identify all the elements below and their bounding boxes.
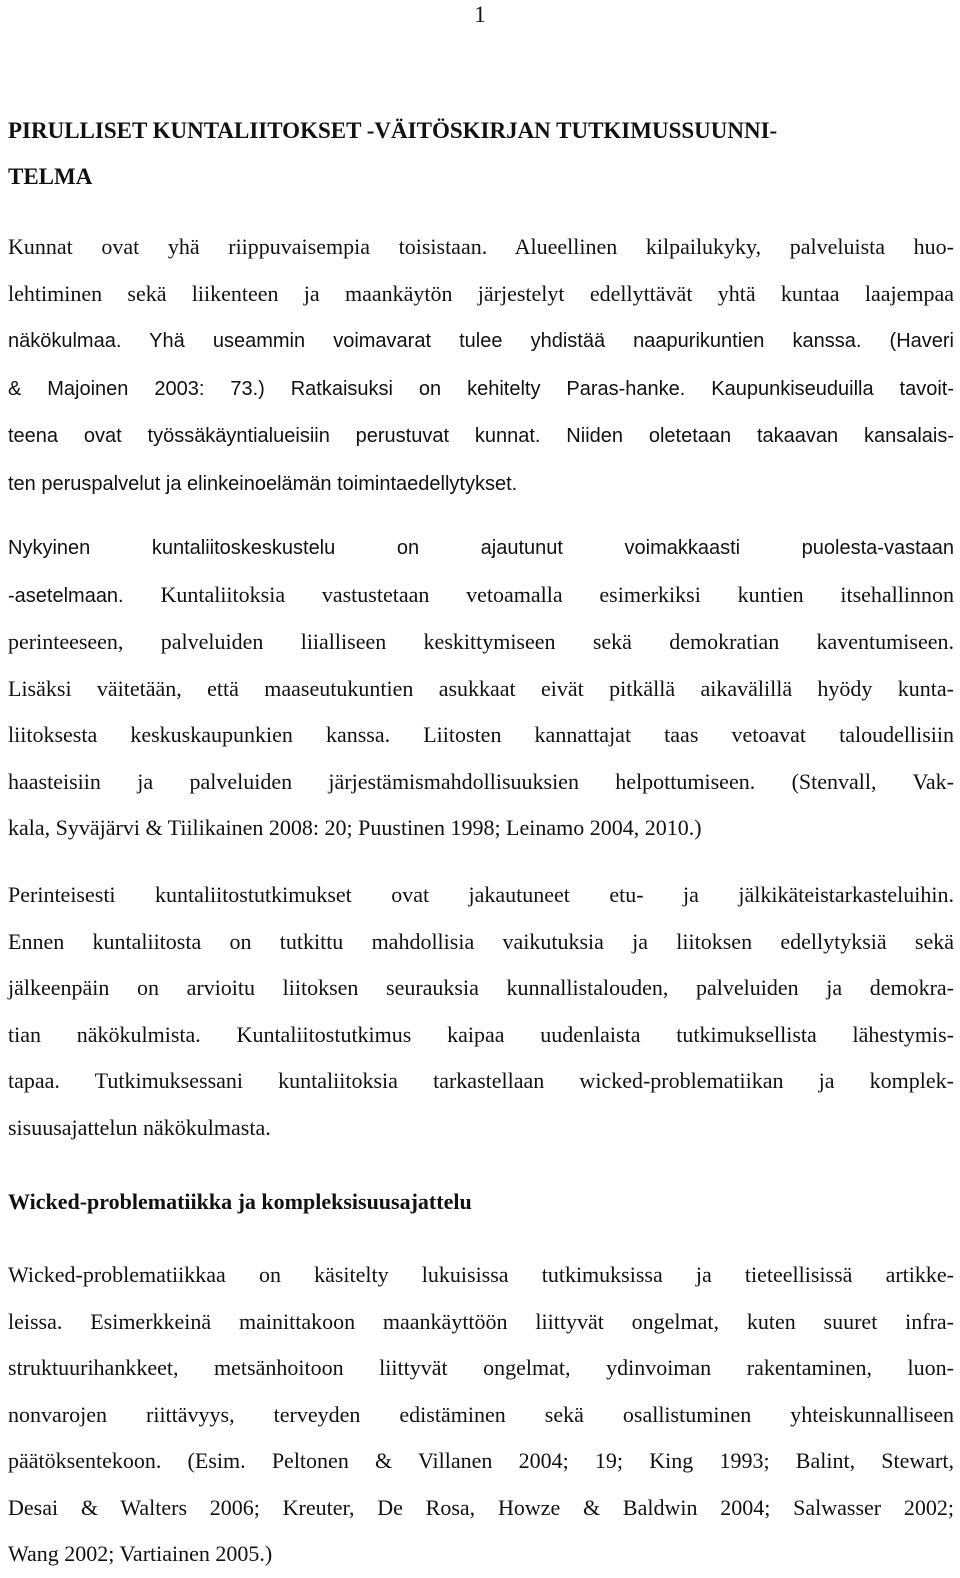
text-segment: struktuurihankkeet, metsänhoitoon liittyvät ongelmat, ydinvoiman rakentaminen, luon- — [8, 1355, 954, 1380]
text-segment: kala, Syväjärvi & Tiilikainen 2008: 20; Puustinen 1998; Leinamo 2004, 2010.) — [8, 815, 702, 840]
text-segment: jälkeenpäin on arvioitu liitoksen seurauksia kunnallistalouden, palveluiden ja demokra- — [8, 975, 954, 1000]
text-segment: haasteisiin ja palveluiden järjestämismahdollisuuksien helpottumiseen. (Stenvall, Vak- — [8, 768, 954, 794]
text-segment: Ennen kuntaliitosta on tutkittu mahdollisia vaikutuksia ja liitoksen edellytyksiä sekä — [8, 928, 954, 954]
text-segment: Wang 2002; Vartiainen 2005.) — [8, 1541, 273, 1566]
text-segment: Wicked-problematiikkaa on käsitelty lukuisissa tutkimuksissa ja tieteellisissä artikke- — [8, 1262, 954, 1287]
text-segment: -asetelmaan. — [8, 584, 161, 607]
text-line — [8, 919, 954, 966]
text-segment: ten peruspalvelut ja elinkeinoelämän toimintaedellytykset. — [8, 472, 518, 495]
text-line — [8, 412, 954, 460]
text-segment: Kunnat ovat yhä riippuvaisempia toisistaan. Alueellinen kilpailukyky, palveluista huo- — [8, 234, 954, 259]
text-line — [8, 524, 954, 572]
text-segment: näkökulmaa. Yhä useammin voimavarat tulee yhdistää naapurikuntien kanssa. (Haveri — [8, 330, 954, 352]
text-line — [8, 1531, 954, 1578]
text-segment: sisuusajattelun näkökulmasta. — [8, 1114, 271, 1140]
text-segment: tapaa. Tutkimuksessani kuntaliitoksia tarkastellaan wicked-problematiikan ja komplek- — [8, 1068, 954, 1093]
document-title — [8, 108, 952, 200]
text-line — [8, 619, 954, 666]
text-segment: Lisäksi väitetään, että maaseutukuntien asukkaat eivät pitkällä aikavälillä hyödy kunta- — [8, 675, 954, 701]
text-segment: teena ovat työssäkäyntialueisiin perustuvat kunnat. Niiden oletetaan takaavan kansalais- — [8, 425, 954, 447]
text-line — [8, 1299, 954, 1346]
text-line — [8, 1485, 954, 1532]
text-line — [8, 1012, 954, 1059]
text-segment: Kuntaliitoksia vastustetaan vetoamalla esimerkiksi kuntien itsehallinnon — [160, 581, 955, 607]
text-line — [8, 759, 954, 806]
text-segment: liitoksesta keskuskaupunkien kanssa. Liitosten kannattajat taas vetoavat taloudellisiin — [8, 722, 954, 747]
text-segment: tian näkökulmista. Kuntaliitostutkimus kaipaa uudenlaista tutkimuksellista lähestymis- — [8, 1021, 954, 1047]
text-line — [8, 712, 954, 759]
text-line — [8, 572, 954, 620]
text-line — [8, 460, 954, 508]
paragraph-research-tradition — [8, 872, 954, 1151]
text-segment: perinteeseen, palveluiden liialliseen keskittymiseen sekä demokratian kaventumiseen. — [8, 629, 954, 654]
text-line — [8, 1438, 954, 1485]
text-segment: nonvarojen riittävyys, terveyden edistäminen sekä osallistuminen yhteiskunnalliseen — [8, 1401, 954, 1427]
text-line — [8, 271, 954, 318]
text-segment: lehtiminen sekä liikenteen ja maankäytön järjestelyt edellyttävät yhtä kuntaa laajempaa — [8, 280, 954, 306]
paragraph-wicked-problems — [8, 1252, 954, 1578]
section-heading: Wicked-problematiikka ja kompleksisuusajattelu — [8, 1189, 472, 1214]
text-segment: Perinteisesti kuntaliitostutkimukset ovat jakautuneet etu- ja jälkikäteistarkasteluihin. — [8, 882, 954, 907]
text-line — [8, 872, 954, 919]
paragraph-debate — [8, 524, 954, 852]
text-segment: Nykyinen kuntaliitoskeskustelu on ajautunut voimakkaasti puolesta-vastaan — [8, 537, 954, 559]
text-segment: päätöksentekoon. (Esim. Peltonen & Villanen 2004; 19; King 1993; Balint, Stewart, — [8, 1448, 954, 1473]
text-segment: leissa. Esimerkkeinä mainittakoon maankäyttöön liittyvät ongelmat, kuten suuret infra- — [8, 1308, 954, 1334]
text-line — [8, 1345, 954, 1392]
text-segment: & Majoinen 2003: 73.) Ratkaisuksi on kehitelty Paras-hanke. Kaupunkiseuduilla tavoit- — [8, 377, 954, 400]
title-line-2: TELMA — [8, 164, 93, 189]
title-line-1: PIRULLISET KUNTALIITOKSET -VÄITÖSKIRJAN TUTKIMUSSUUNNI- — [8, 118, 778, 143]
text-line — [8, 805, 954, 852]
text-line — [8, 1252, 954, 1299]
text-line — [8, 365, 954, 413]
paragraph-intro — [8, 224, 954, 507]
page-number: 1 — [474, 2, 486, 27]
text-line — [8, 1058, 954, 1105]
text-line — [8, 1392, 954, 1439]
text-line — [8, 666, 954, 713]
text-segment: Desai & Walters 2006; Kreuter, De Rosa, Howze & Baldwin 2004; Salwasser 2002; — [8, 1494, 954, 1520]
text-line — [8, 1105, 954, 1152]
text-line — [8, 224, 954, 271]
text-line — [8, 317, 954, 365]
text-line — [8, 965, 954, 1012]
